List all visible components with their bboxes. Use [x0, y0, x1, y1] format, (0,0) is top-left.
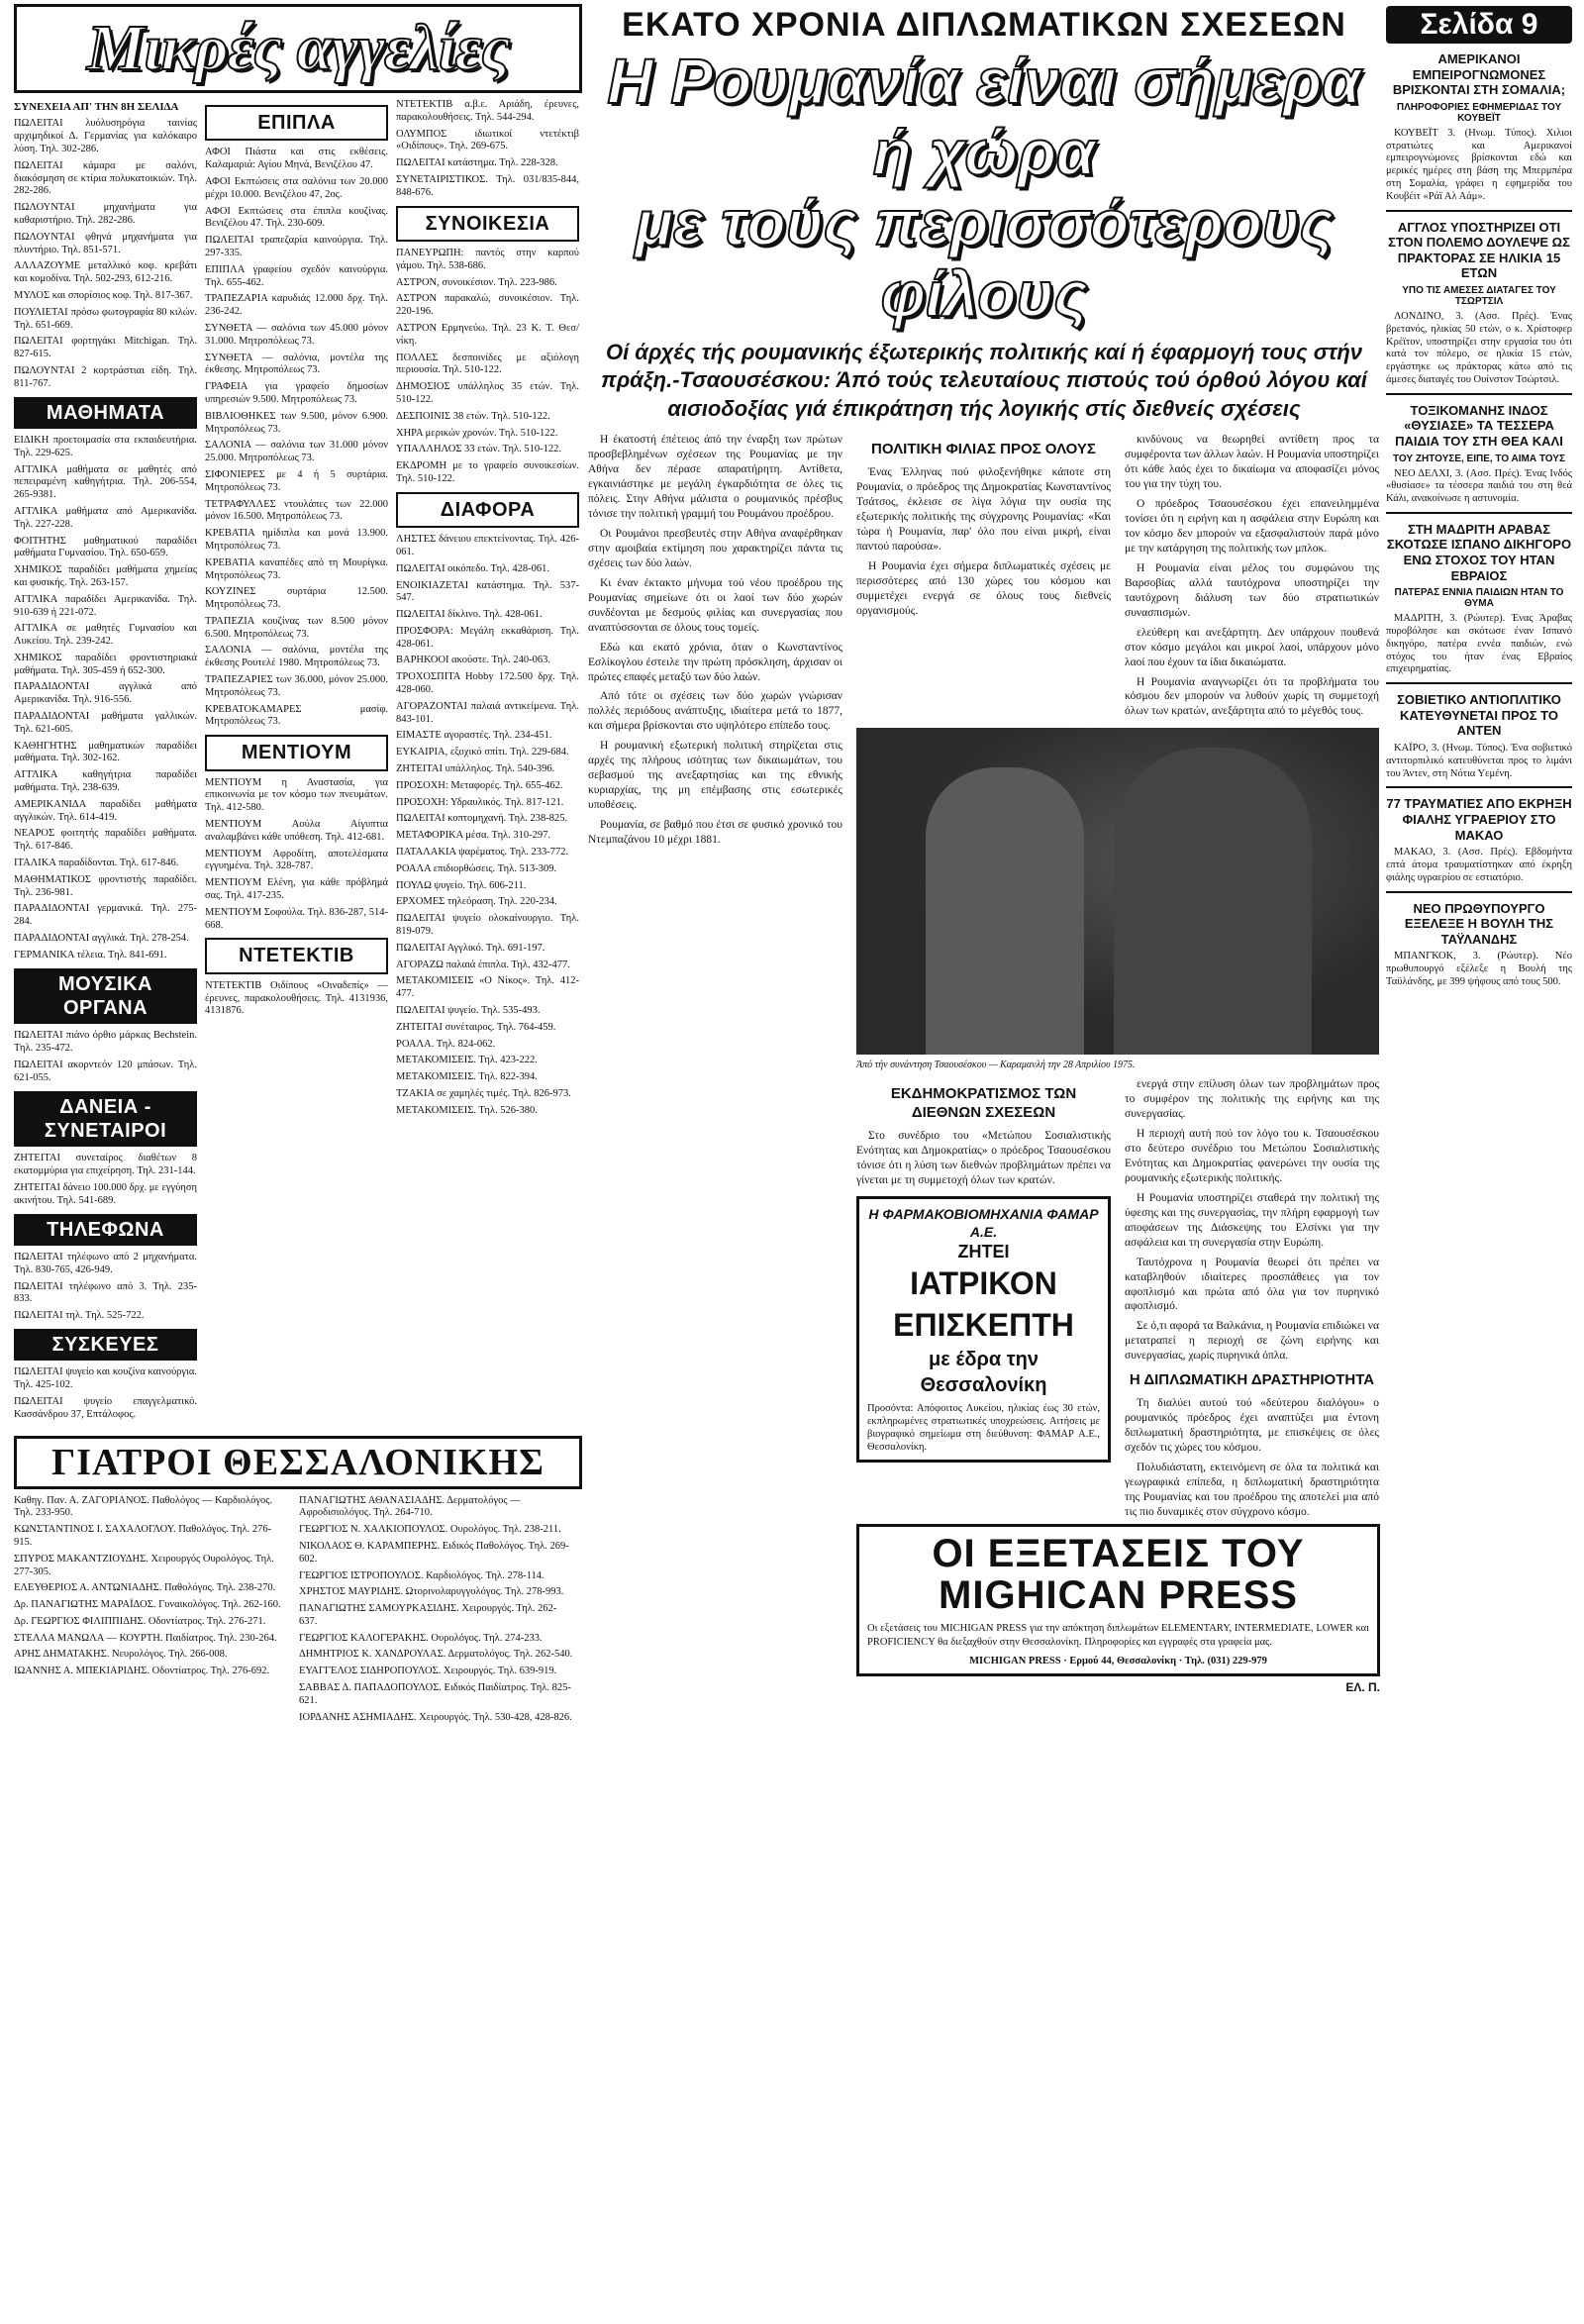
classified-ad: ΜΕΝΤΙΟΥΜ Αούλα Αίγυπτια αναλαμβάνει κάθε υπόθεση. Τηλ. 412-681.: [205, 819, 388, 843]
classified-ad: ΚΟΥΖΙΝΕΣ συρτάρια 12.500. Μητροπόλεως 73.: [205, 586, 388, 611]
article-upper-row: [856, 433, 1380, 724]
classified-ad: ΙΤΑΛΙΚΑ παραδίδονται. Τηλ. 617-846.: [14, 858, 179, 869]
classified-list: [205, 777, 388, 933]
classified-ad: ΕΡΧΟΜΕΣ τηλεόραση. Τηλ. 220-234.: [396, 896, 557, 908]
article-lower-row: [856, 1077, 1380, 1524]
classified-ad: ΥΠΑΛΛΗΛΟΣ 33 ετών. Τηλ. 510-122.: [396, 444, 562, 455]
category-lessons: ΜΑΘΗΜΑΤΑ: [14, 397, 197, 429]
category-mediums: ΜΕΝΤΙΟΥΜ: [205, 735, 388, 770]
classified-ad: ΜΕΤΑΚΟΜΙΣΕΙΣ. Τηλ. 423-222.: [396, 1055, 538, 1066]
brief-paragraph: ΜΠΑΝΓΚΟΚ, 3. (Ρώυτερ). Νέο πρωθυπουργό εξέλεξε η Βουλή της Ταϋλάνδης, με 399 ψήφους από τους 500.: [1386, 951, 1572, 987]
classified-ad: ΤΡΑΠΕΖΑΡΙΑ καρυδιάς 12.000 δρχ. Τηλ. 236-242.: [205, 293, 388, 318]
classified-ad: ΑΛΛΑΖΟΥΜΕ μεταλλικό κοφ. κρεβάτι και κομοδίνα. Τηλ. 502-293, 612-216.: [14, 260, 197, 285]
article-headline: [588, 47, 1380, 331]
classified-ad: ΓΕΩΡΓΙΟΣ Ν. ΧΑΛΚΙΟΠΟΥΛΟΣ. Ουρολόγος. Τηλ. 238-211.: [299, 1524, 561, 1536]
classified-ad: ΜΕΤΑΦΟΡΙΚΑ μέσα. Τηλ. 310-297.: [396, 830, 551, 842]
classified-ad: ΚΡΕΒΑΤΟΚΑΜΑΡΕΣ μασίφ. Μητροπόλεως 73.: [205, 703, 388, 728]
classified-ad: ΖΗΤΕΙΤΑΙ συνεταίρος διαθέτων 8 εκατομμύρια για επιχείρηση. Τηλ. 231-144.: [14, 1153, 197, 1177]
classified-ad: ΚΩΝΣΤΑΝΤΙΝΟΣ Ι. ΣΑΧΑΛΟΓΛΟΥ. Παθολόγος. Τηλ. 276-915.: [14, 1524, 272, 1548]
article-paragraph: ενεργά στην επίλυση όλων των προβλημάτων προς το συμφέρον της πολιτικής της ειρήνης και της συνεργασίας.: [1125, 1078, 1379, 1121]
classified-list: [14, 118, 197, 390]
classified-ad: ΠΑΡΑΔΙΔΟΝΤΑΙ μαθήματα γαλλικών. Τηλ. 621-605.: [14, 711, 197, 735]
classified-ad: ΠΩΛΕΙΤΑΙ ψυγείο ολοκαίνουργιο. Τηλ. 819-079.: [396, 913, 579, 938]
classified-ad: ΑΓΟΡΑΖΩ παλαιά έπιπλα. Τηλ. 432-477.: [396, 959, 570, 970]
classified-ad: ΣΠΥΡΟΣ ΜΑΚΑΝΤΖΙΟΥΔΗΣ. Χειρουργός Ουρολόγος. Τηλ. 277-305.: [14, 1553, 274, 1577]
article-paragraph: Η Ρουμανία αναγνωρίζει ότι τα προβλήματα του κόσμου δεν μπορούν να λυθούν χωρίς τη συμμετοχή όλων των κρατών, ανεξάρτητα από το μέγεθός τους.: [1125, 675, 1379, 718]
classified-ad: ΠΩΛΕΙΤΑΙ δίκλινο. Τηλ. 428-061.: [396, 609, 543, 621]
classified-ad: ΑΓΓΛΙΚΑ σε μαθητές Γυμνασίου και Λυκείου. Τηλ. 239-242.: [14, 623, 197, 648]
headline-line-2: με τούς περισσότερους φίλους: [635, 187, 1334, 331]
classified-ad: ΕΚΔΡΟΜΗ με το γραφείο συνοικεσίων. Τηλ. 510-122.: [396, 460, 579, 484]
classified-ad: ΣΑΛΟΝΙΑ — σαλόνια, μοντέλα της έκθεσης Ρουτελέ 1980. Μητροπόλεως 73.: [205, 645, 388, 669]
news-briefs: [1386, 51, 1572, 989]
classified-ad: ΓΕΡΜΑΝΙΚΑ τέλεια. Τηλ. 841-691.: [14, 949, 167, 960]
article-column-4: [1125, 1077, 1379, 1524]
classified-ad: ΙΟΡΔΑΝΗΣ ΑΣΗΜΙΑΔΗΣ. Χειρουργός. Τηλ. 530-428, 428-826.: [299, 1711, 572, 1723]
article-paragraph: Η περιοχή αυτή πού τον λόγο του κ. Τσαουσέσκου στο δεύτερο συνέδριο του Μετώπου Σοσιαλιστικής Ενότητας και Δημοκρατίας φανερώνει την ουσία της ρουμανικής εξωτερικής πολιτικής.: [1125, 1128, 1379, 1184]
classified-ad: ΠΑΤΑΛΑΚΙΑ ψαρέματος. Τηλ. 233-772.: [396, 847, 569, 859]
category-various: ΔΙΑΦΟΡΑ: [396, 492, 579, 528]
classified-ad: ΣΑΛΟΝΙΑ — σαλόνια των 31.000 μόνον 25.000. Μητροπόλεως 73.: [205, 440, 388, 464]
divider: [1386, 682, 1572, 684]
classified-ad: ΠΩΛΕΙΤΑΙ κατάστημα. Τηλ. 228-328.: [396, 157, 558, 169]
classified-ad: ΜΕΝΤΙΟΥΜ Ελένη, για κάθε πρόβλημά σας. Τηλ. 417-235.: [205, 877, 388, 902]
article-paragraph: Στο συνέδριο του «Μετώπου Σοσιαλιστικής Ενότητας και Δημοκρατίας» ο πρόεδρος Τσαουσέσκου τόνισε ότι η λύση των διεθνών προβλημάτων πρέπει να γίνεται με τη συμμετοχή όλων των κρατών.: [856, 1129, 1111, 1186]
classified-ad: ΟΛΥΜΠΟΣ ιδιωτικοί ντετέκτιβ «Οιδίπους». Τηλ. 269-675.: [396, 128, 579, 152]
brief-headline: ΣΟΒΙΕΤΙΚΟ ΑΝΤΙΟΠΛΙΤΙΚΟ ΚΑΤΕΥΘΥΝΕΤΑΙ ΠΡΟΣ ΤΟ ΑΝΤΕΝ: [1397, 692, 1561, 739]
photo-figure-right: [1114, 748, 1312, 1055]
classified-ad: ΔΗΜΗΤΡΙΟΣ Κ. ΧΑΝΔΡΟΥΛΑΣ. Δερματολόγος. Τηλ. 262-540.: [299, 1649, 573, 1661]
article-paragraphs: [1125, 433, 1379, 719]
classified-ad: ΡΟΑΛΑ επιδιορθώσεις. Τηλ. 513-309.: [396, 862, 557, 874]
news-brief: [1386, 51, 1572, 204]
article-paragraph: ελεύθερη και ανεξάρτητη. Δεν υπάρχουν πουθενά στον κόσμο μεγάλοι και μικροί λαοί, υπάρχουν μόνο λαοί που έχουν τα ίδια δικαιώματα.: [1125, 626, 1379, 668]
article-paragraph: Εδώ και εκατό χρόνια, όταν ο Κωνσταντίνος Εσλίκογλου έστειλε την πρώτη πρόσκληση, άρχισαν οι πρώτες επαφές μεταξύ των δύο λαών.: [588, 641, 842, 683]
classified-list: [396, 248, 579, 486]
photo-figure-left: [926, 767, 1084, 1055]
brief-paragraph: ΜΑΚΑΟ, 3. (Ασσ. Πρές). Εβδομήντα επτά άτομα τραυματίστηκαν από έκρηξη φιάλης υγραερίου σε εστιατόριο.: [1386, 847, 1572, 883]
doctors-list-left: [14, 1495, 289, 1729]
classified-ad: ΣΥΝΘΕΤΑ — σαλόνια των 45.000 μόνον 31.000. Μητροπόλεως 73.: [205, 322, 388, 347]
ad-signature: ΕΛ. Π.: [1345, 1680, 1380, 1695]
divider: [1386, 786, 1572, 788]
classifieds-column-2: [205, 99, 388, 1426]
article-paragraph: Η Ρουμανία έχει σήμερα διπλωματικές σχέσεις με περισσότερες από 130 χώρες του κόσμου και συμμετέχει ενεργά σε όλους τους διεθνείς οργανισμούς.: [856, 559, 1111, 617]
classified-ad: ΤΡΑΠΕΖΙΑ κουζίνας των 8.500 μόνον 6.500. Μητροπόλεως 73.: [205, 615, 388, 640]
article-column-3: [856, 1077, 1111, 1524]
classified-ad: ΓΕΩΡΓΙΟΣ ΚΑΛΟΓΕΡΑΚΗΣ. Ουρολόγος. Τηλ. 274-233.: [299, 1632, 543, 1644]
classifieds-title: Μικρές αγγελίες: [86, 12, 510, 84]
classified-ad: ΕΛΕΥΘΕΡΙΟΣ Α. ΑΝΤΩΝΙΑΔΗΣ. Παθολόγος. Τηλ. 238-270.: [14, 1582, 276, 1594]
article-paragraph: Πολυδιάστατη, εκτεινόμενη σε όλα τα πολιτικά και γεωγραφικά επίπεδα, η διπλωματική δραστηριότητα της Ρουμανίας και του προέδρου της αποτελεί μια από τις πιο δυναμικές στον σύγχρονο κόσμο.: [1125, 1461, 1379, 1518]
brief-headline: ΣΤΗ ΜΑΔΡΙΤΗ ΑΡΑΒΑΣ ΣΚΟΤΩΣΕ ΙΣΠΑΝΟ ΔΙΚΗΓΟΡΟ ΕΝΩ ΣΤΟΧΟΣ ΤΟΥ ΗΤΑΝ ΕΒΡΑΙΟΣ: [1386, 521, 1572, 583]
brief-paragraph: ΝΕΟ ΔΕΛΧΙ, 3. (Ασσ. Πρές). Ένας Ινδός «θυσίασε» τα τέσσερα παιδιά του στη θεά Κάλι, ανακοίνωσε η αστυνομία.: [1386, 467, 1572, 505]
classified-ad: ΝΤΕΤΕΚΤΙΒ Οιδίπους «Οιναδεπίς» — έρευνες, παρακολουθήσεις. Τηλ. 4131936, 4131876.: [205, 979, 388, 1017]
classified-ad: ΜΕΝΤΙΟΥΜ Αφροδίτη, αποτελέσματα εγγυημένα. Τηλ. 328-787.: [205, 848, 388, 872]
article-paragraphs: [856, 465, 1111, 618]
classified-ad: ΑΦΟΙ Πιάστα και στις εκθέσεις. Καλαμαριά: Αγίου Μηνά, Βενιζέλου 47.: [205, 147, 388, 171]
classified-ad: ΠΩΛΕΙΤΑΙ κοπτομηχανή. Τηλ. 238-825.: [396, 813, 568, 825]
classified-list: [205, 980, 388, 1018]
exam-text: Οι εξετάσεις του MICHIGAN PRESS για την απόκτηση διπλωμάτων ELEMENTARY, INTERMEDIATE, LOWER και PROFICIENCY θα διεξαχθούν στην Θεσσαλονίκη. Πληροφορίες και εγγραφές στα γραφεία μας.: [867, 1623, 1369, 1648]
article-paragraphs: [856, 1129, 1111, 1188]
classified-ad: ΠΑΡΑΔΙΔΟΝΤΑΙ αγγλικά. Τηλ. 278-254.: [14, 933, 189, 945]
brief-subheadline: ΠΑΤΕΡΑΣ ΕΝΝΙΑ ΠΑΙΔΙΩΝ ΗΤΑΝ ΤΟ ΘΥΜΑ: [1394, 587, 1564, 610]
classified-ad: ΑΣΤΡΟΝ, συνοικέσιον. Τηλ. 223-986.: [396, 276, 557, 288]
classified-ad: ΠΟΛΛΕΣ δεσποινίδες με αξιόλογη περιουσία. Τηλ. 510-122.: [396, 352, 579, 376]
article-body: [588, 433, 1380, 1695]
classified-list: [14, 1252, 197, 1323]
article-paragraph: Κι έναν έκτακτο μήνυμα τού νέου προέδρου της Ρουμανίας σημείωνε ότι οι λαοί των δύο χωρών συνδέονται με δεσμούς φιλίας και συνεργασίας που αναπτύσσονται σε όλους τους τομείς.: [588, 576, 842, 634]
ad-role: ΙΑΤΡΙΚΟΝ ΕΠΙΣΚΕΠΤΗ: [893, 1265, 1074, 1343]
brief-paragraph: ΚΑΪΡΟ, 3. (Ηνωμ. Τύπος). Ένα σοβιετικό αντιτορπιλικό κατευθύνεται προς το λιμάνι του Άντεν, στη Νότια Υεμένη.: [1386, 743, 1572, 779]
news-brief: [1386, 512, 1572, 676]
classified-ad: ΕΙΜΑΣΤΕ αγοραστές. Τηλ. 234-451.: [396, 730, 552, 742]
classified-ad: ΙΩΑΝΝΗΣ Α. ΜΠΕΚΙΑΡΙΔΗΣ. Οδοντίατρος. Τηλ. 276-692.: [14, 1666, 270, 1677]
classified-ad: ΓΕΩΡΓΙΟΣ ΙΣΤΡΟΠΟΥΛΟΣ. Καρδιολόγος. Τηλ. 278-114.: [299, 1569, 544, 1581]
exam-title-line-2: MIGHICAN PRESS: [939, 1573, 1298, 1618]
main-article: [588, 0, 1380, 1696]
classified-ad: ΠΩΛΕΙΤΑΙ τραπεζαρία καινούργια. Τηλ. 297-335.: [205, 235, 388, 258]
category-music: ΜΟΥΣΙΚΑ ΟΡΓΑΝΑ: [14, 968, 197, 1025]
news-brief: [1386, 682, 1572, 780]
classified-ad: ΠΩΛΕΙΤΑΙ τηλ. Τηλ. 525-722.: [14, 1310, 145, 1322]
classified-ad: ΖΗΤΕΙΤΑΙ υπάλληλος. Τηλ. 540-396.: [396, 763, 555, 775]
classified-ad: ΧΗΜΙΚΟΣ παραδίδει μαθήματα χημείας και φυσικής. Τηλ. 263-157.: [14, 564, 197, 588]
classified-ad: ΠΡΟΣΟΧΗ: Υδραυλικός. Τηλ. 817-121.: [396, 796, 564, 808]
classified-ad: ΠΩΛΕΙΤΑΙ φορτηγάκι Mitchigan. Τηλ. 827-615.: [14, 336, 197, 360]
subhead-democratization: ΕΚΔΗΜΟΚΡΑΤΙΣΜΟΣ ΤΩΝ ΔΙΕΘΝΩΝ ΣΧΕΣΕΩΝ: [890, 1085, 1077, 1122]
article-paragraph: Σε ό,τι αφορά τα Βαλκάνια, η Ρουμανία επιδιώκει να μετατραπεί η περιοχή σε ζώνη ειρήνης και συνεργασίας, χωρίς πυρηνικά όπλα.: [1125, 1320, 1379, 1363]
classified-ad: ΠΑΡΑΔΙΔΟΝΤΑΙ αγγλικά από Αμερικανίδα. Τηλ. 916-556.: [14, 681, 197, 706]
classified-ad: ΠΟΥΛΙΕΤΑΙ πρόσω φωτογραφία 80 κιλών. Τηλ. 651-669.: [14, 306, 197, 331]
classified-ad: Δρ. ΓΕΩΡΓΙΟΣ ΦΙΛΙΠΠΙΔΗΣ. Οδοντίατρος. Τηλ. 276-271.: [14, 1615, 266, 1627]
classified-list: [396, 99, 579, 200]
article-column-1: [588, 433, 842, 1695]
ad-location: με έδρα την Θεσσαλονίκη: [920, 1348, 1047, 1396]
brief-subheadline: ΤΟΥ ΖΗΤΟΥΣΕ, ΕΙΠΕ, ΤΟ ΑΙΜΑ ΤΟΥΣ: [1393, 453, 1565, 464]
article-paragraph: Η Ρουμανία είναι μέλος του συμφώνου της Βαρσοβίας αλλά ταυτόχρονα υποστηρίζει την ταυτόχρονη διάλυση των δύο στρατιωτικών συνασπισμών.: [1125, 561, 1379, 619]
classified-ad: ΜΕΤΑΚΟΜΙΣΕΙΣ. Τηλ. 822-394.: [396, 1071, 538, 1083]
classified-ad: ΧΗΡΑ μερικών χρονών. Τηλ. 510-122.: [396, 427, 558, 439]
classified-ad: ΑΓΓΛΙΚΑ καθηγήτρια παραδίδει μαθήματα. Τηλ. 238-639.: [14, 769, 197, 794]
classified-list: [14, 1153, 197, 1207]
classified-list: [205, 147, 388, 729]
classified-ad: ΑΣΤΡΟΝ Ερμηνεύω. Τηλ. 23 Κ. Τ. Θεσ/νίκη.: [396, 322, 579, 347]
classified-ad: ΠΩΛΕΙΤΑΙ ψυγείο επαγγελματικό. Κασσάνδρου 37, Επτάλοφος.: [14, 1395, 197, 1420]
classified-ad: ΠΑΡΑΔΙΔΟΝΤΑΙ γερμανικά. Τηλ. 275-284.: [14, 903, 197, 928]
classified-ad: ΜΕΝΤΙΟΥΜ η Αναστασία, για επικοινωνία με τον κόσμο των πνευμάτων. Τηλ. 412-580.: [205, 776, 388, 814]
headline-line-1: Η Ρουμανία είναι σήμερα ή χώρα: [607, 46, 1361, 188]
news-brief: [1386, 393, 1572, 506]
classified-ad: ΑΦΟΙ Εκπτώσεις στα σαλόνια των 20.000 μέχρι 10.000. Βενιζέλου 47, 2ος.: [205, 175, 388, 200]
classified-ad: ΠΩΛΟΥΝΤΑΙ 2 κορτράστιαι είδη. Τηλ. 811-767.: [14, 364, 197, 389]
ad-text: Προσόντα: Απόφοιτος Λυκείου, ηλικίας έως 30 ετών, εκπληρωμένες στρατιωτικές υποχρεώσεις. Αιτήσεις με βιογραφικό σημείωμα στη διεύθυνση: ΦΑΜΑΡ Α.Ε., Θεσσαλονίκη.: [867, 1402, 1100, 1453]
article-photo: [856, 728, 1379, 1055]
classified-ad: ΣΑΒΒΑΣ Δ. ΠΑΠΑΔΟΠΟΥΛΟΣ. Ειδικός Παιδίατρος. Τηλ. 825-621.: [299, 1682, 571, 1706]
classifieds-column-1: [14, 99, 197, 1426]
classified-ad: ΠΩΛΕΙΤΑΙ Αγγλικό. Τηλ. 691-197.: [396, 942, 545, 954]
article-paragraph: Η Ρουμανία υποστηρίζει σταθερά την πολιτική της ύφεσης και της συνεργασίας, την πλήρη εφαρμογή των αποφάσεων της Διάσκεψης του Ελσίνκι για την ασφάλεια και τη συνεργασία στην Ευρώπη.: [1125, 1191, 1379, 1249]
classified-ad: ΑΓΓΛΙΚΑ μαθήματα από Αμερικανίδα. Τηλ. 227-228.: [14, 505, 197, 530]
classified-ad: ΠΩΛΕΙΤΑΙ λυόλυσηρόγια ταινίας αρχιμηδικοί Δ. Γερμανίας για καλόκαιρο λύση. Τηλ. 302-286.: [14, 118, 197, 154]
classified-ad: ΑΣΤΡΟΝ παρακαλώ, συνοικέσιον. Τηλ. 220-196.: [396, 293, 579, 318]
classified-ad: ΒΑΡΗΚΟΟΙ ακούστε. Τηλ. 240-063.: [396, 655, 550, 666]
category-phones: ΤΗΛΕΦΩΝΑ: [14, 1214, 197, 1246]
classified-ad: ΠΩΛΕΙΤΑΙ ψυγείο και κουζίνα καινούργια. Τηλ. 425-102.: [14, 1366, 197, 1391]
classified-ad: ΡΟΑΛΑ. Τηλ. 824-062.: [396, 1038, 496, 1050]
classified-ad: ΠΑΝΕΥΡΩΠΗ: παντός στην καρπού γάμου. Τηλ. 538-686.: [396, 247, 579, 271]
article-paragraphs: [1125, 1077, 1379, 1364]
article-paragraph: Η έκατοστή έπέτειος άπό την έναρξη των πρώτων προσβεβλημένων σχέσεων της Ρουμανίας με την Αθήνα δεν πέρασε απαρατήρητη. Αντίθετα, εγκαινιάστηκε με μεγάλη έγκαρδιότητα σε όλες τις πόλεις. Στην Αθήνα μάλιστα ο ρουμανικός πρέσβυς τόνισε την πολιτική γραμμή του Ρουμάνου προέδρου.: [588, 434, 842, 521]
classified-ad: ΚΑΘΗΓΗΤΗΣ μαθηματικών παραδίδει μαθήματα. Τηλ. 302-162.: [14, 740, 197, 764]
exam-contact: MICHIGAN PRESS · Ερμού 44, Θεσσαλονίκη · Τηλ. (031) 229-979: [969, 1655, 1267, 1667]
classified-ad: ΠΩΛΕΙΤΑΙ κάμαρα με σαλόνι, διακόσμηση σε κτίρια πολυκατοικιών. Τηλ. 282-286.: [14, 159, 197, 197]
article-paragraph: Οι Ρουμάνοι πρεσβευτές στην Αθήνα αναφέρθηκαν στην αμοιβαία εκτίμηση που χαρακτηρίζει πάντα τις σχέσεις των δύο λαών.: [588, 528, 842, 569]
classifieds-continuation: ΣΥΝΕΧΕΙΑ ΑΠ' ΤΗΝ 8Η ΣΕΛΙΔΑ: [14, 101, 179, 113]
doctors-list-right: [299, 1495, 574, 1729]
news-brief: [1386, 891, 1572, 989]
article-paragraph: Ο πρόεδρος Τσαουσέσκου έχει επανειλημμένα τονίσει ότι η ειρήνη και η ασφάλεια στην Ευρώπη και τον κόσμο δεν μπορούν να εξασφαλιστούν παρά μόνο με την κατάργηση της πολιτικής των μπλοκ.: [1125, 498, 1379, 556]
classified-list: [396, 534, 579, 1117]
classified-ad: ΑΜΕΡΙΚΑΝΙΔΑ παραδίδει μαθήματα αγγλικών. Τηλ. 614-419.: [14, 798, 197, 823]
ad-company: Η ΦΑΡΜΑΚΟΒΙΟΜΗΧΑΝΙΑ ΦΑΜΑΡ Α.Ε.: [868, 1205, 1099, 1240]
category-furniture: ΕΠΙΠΛΑ: [205, 105, 388, 141]
classified-ad: ΣΥΝΘΕΤΑ — σαλόνια, μοντέλα της έκθεσης. Μητροπόλεως 73.: [205, 352, 388, 376]
classified-ad: ΜΕΤΑΚΟΜΙΣΕΙΣ. Τηλ. 526-380.: [396, 1104, 538, 1116]
article-wide-column: [856, 433, 1380, 1695]
classified-ad: ΜΕΝΤΙΟΥΜ Σοφούλα. Τηλ. 836-287, 514-668.: [205, 906, 388, 931]
category-detectives: ΝΤΕΤΕΚΤΙΒ: [205, 938, 388, 973]
classified-ad: ΝΤΕΤΕΚΤΙΒ α.β.ε. Αριάδη, έρευνες, παρακολουθήσεις. Τηλ. 544-294.: [396, 99, 579, 123]
article-paragraph: Από τότε οι σχέσεις των δύο χωρών γνώρισαν πολλές περιόδους ανάπτυξης, ιδιαίτερα μετά το 1877, και σήμερα βρίσκονται στο υψηλότερο επίπεδο τους.: [588, 690, 842, 733]
classified-ad: ΤΡΑΠΕΖΑΡΙΕΣ των 36.000, μόνον 25.000. Μητροπόλεως 73.: [205, 674, 388, 698]
subhead-friendship: ΠΟΛΙΤΙΚΗ ΦΙΛΙΑΣ ΠΡΟΣ ΟΛΟΥΣ: [871, 441, 1096, 458]
classified-ad: ΤΖΑΚΙΑ σε χαμηλές τιμές. Τηλ. 826-973.: [396, 1088, 571, 1099]
classified-ad: ΠΑΝΑΓΙΩΤΗΣ ΣΑΜΟΥΡΚΑΣΙΔΗΣ. Χειρουργός. Τηλ. 262-637.: [299, 1603, 557, 1627]
brief-headline: 77 ΤΡΑΥΜΑΤΙΕΣ ΑΠΟ ΕΚΡΗΞΗ ΦΙΑΛΗΣ ΥΓΡΑΕΡΙΟΥ ΣΤΟ ΜΑΚΑΟ: [1386, 796, 1572, 843]
classified-ad: ΜΥΛΟΣ και σπορίσιος κοφ. Τηλ. 817-367.: [14, 289, 193, 301]
subhead-diplomacy: Η ΔΙΠΛΩΜΑΤΙΚΗ ΔΡΑΣΤΗΡΙΟΤΗΤΑ: [1129, 1371, 1375, 1389]
classifieds-column-3: [396, 99, 579, 1426]
classified-ad: ΚΡΕΒΑΤΙΑ ημίδιπλα και μονά 13.900. Μητροπόλεως 73.: [205, 528, 388, 552]
classified-ad: ΖΗΤΕΙΤΑΙ συνέταιρος. Τηλ. 764-459.: [396, 1021, 556, 1033]
classified-ad: ΠΩΛΟΥΝΤΑΙ φθηνά μηχανήματα για πλυντήριο. Τηλ. 851-571.: [14, 231, 197, 255]
classifieds-masthead: [14, 4, 582, 93]
classified-ad: ΑΡΗΣ ΔΗΜΑΤΑΚΗΣ. Νευρολόγος. Τηλ. 266-008.: [14, 1649, 228, 1661]
classified-ad: ΓΡΑΦΕΙΑ για γραφείο δημοσίων υπηρεσιών 9.500. Μητροπόλεως 73.: [205, 381, 388, 405]
divider: [1386, 891, 1572, 893]
article-paragraphs: [1125, 1396, 1379, 1520]
brief-paragraph: ΛΟΝΔΙΝΟ, 3. (Ασσ. Πρές). Ένας βρετανός, ηλικίας 50 ετών, ο κ. Χρίστοφερ Κρέϊτον, υποστηρίζει στην εργασία του ότι κατά τον πόλεμο, σε ηλικία 15 ετών, εργάστηκε ως πράκτορας κάτω από τις άμεσες διαταγές του Ουίνστον Τσώρτσιλ.: [1386, 310, 1572, 385]
classified-ad: ΠΡΟΣΟΧΗ: Μεταφορές. Τηλ. 655-462.: [396, 779, 563, 791]
classified-ad: ΤΡΟΧΟΣΠΙΤΑ Hobby 172.500 δρχ. Τηλ. 428-060.: [396, 671, 579, 696]
brief-paragraph: ΚΟΥΒΕΪΤ 3. (Ηνωμ. Τύπος). Χιλιοι στρατιώτες και Αμερικανοί εμπειρογνώμονες βρίσκονται εδώ και μερικές ημέρες στη βάση της Μπερμπέρα στη Σομαλία, γράφει η εφημερίδα του Κουβέιτ «Ράϊ Αλ Αάμ».: [1386, 127, 1572, 202]
classified-ad: ΕΝΟΙΚΙΑΖΕΤΑΙ κατάστημα. Τηλ. 537-547.: [396, 579, 579, 604]
doctors-heading: ΓΙΑΤΡΟΙ ΘΕΣΣΑΛΟΝΙΚΗΣ: [14, 1436, 582, 1489]
classified-ad: ΕΥΑΓΓΕΛΟΣ ΣΙΔΗΡΟΠΟΥΛΟΣ. Χειρουργός. Τηλ. 639-919.: [299, 1666, 557, 1677]
classified-ad: ΑΓΟΡΑΖΟΝΤΑΙ παλαιά αντικείμενα. Τηλ. 843-101.: [396, 700, 579, 725]
category-matchmaking: ΣΥΝΟΙΚΕΣΙΑ: [396, 206, 579, 242]
classified-ad: ΠΟΥΛΩ ψυγείο. Τηλ. 606-211.: [396, 879, 527, 891]
classified-list: [14, 1366, 197, 1421]
article-paragraph: Ρουμανία, σε βαθμό που έτσι σε φυσικό χρονικό του Ντεμπαζάνου 10 μέχρι 1881.: [588, 818, 842, 846]
news-briefs-column: [1386, 0, 1572, 993]
classified-ad: ΣΤΕΛΛΑ ΜΑΝΩΛΑ — ΚΟΥΡΤΗ. Παιδίατρος. Τηλ. 230-264.: [14, 1632, 277, 1644]
classified-ad: ΧΗΜΙΚΟΣ παραδίδει φροντιστηριακά μαθήματα. Τηλ. 305-459 ή 652-300.: [14, 652, 197, 676]
classified-ad: ΝΙΚΟΛΑΟΣ Θ. ΚΑΡΑΜΠΕΡΗΣ. Ειδικός Παθολόγος. Τηλ. 269-602.: [299, 1540, 569, 1565]
classified-ad: ΔΗΜΟΣΙΟΣ υπάλληλος 35 ετών. Τηλ. 510-122.: [396, 381, 579, 405]
divider: [1386, 512, 1572, 514]
classified-ad: ΣΥΝΕΤΑΙΡΙΣΤΙΚΟΣ. Τηλ. 031/835-844, 848-676.: [396, 173, 579, 198]
brief-headline: ΤΟΞΙΚΟΜΑΝΗΣ ΙΝΔΟΣ «ΘΥΣΙΑΣΕ» ΤΑ ΤΕΣΣΕΡΑ ΠΑΙΔΙΑ ΤΟΥ ΣΤΗ ΘΕΑ ΚΑΛΙ: [1395, 402, 1563, 449]
divider: [1386, 210, 1572, 212]
classified-ad: ΠΩΛΕΙΤΑΙ πιάνο όρθιο μάρκας Bechstein. Τηλ. 235-472.: [14, 1030, 197, 1055]
classified-ad: ΑΓΓΛΙΚΑ μαθήματα σε μαθητές από πεπειραμένη καθηγήτρια. Τηλ. 206-554, 265-9381.: [14, 463, 197, 501]
classified-ad: Δρ. ΠΑΝΑΓΙΩΤΗΣ ΜΑΡΑΪΔΟΣ. Γυναικολόγος. Τηλ. 262-160.: [14, 1599, 281, 1611]
classifieds-section: [14, 0, 582, 1728]
news-brief: [1386, 210, 1572, 387]
brief-headline: ΑΓΓΛΟΣ ΥΠΟΣΤΗΡΙΖΕΙ ΟΤΙ ΣΤΟΝ ΠΟΛΕΜΟ ΔΟΥΛΕΨΕ ΩΣ ΠΡΑΚΤΟΡΑΣ ΣΕ ΗΛΙΚΙΑ 15 ΕΤΩΝ: [1388, 219, 1570, 281]
brief-subheadline: ΠΛΗΡΟΦΟΡΙΕΣ ΕΦΗΜΕΡΙΔΑΣ ΤΟΥ ΚΟΥΒΕΪΤ: [1396, 101, 1562, 124]
classified-ad: ΠΩΛΕΙΤΑΙ τηλέφωνο από 2 μηχανήματα. Τηλ. 830-765, 426-949.: [14, 1251, 197, 1275]
classified-ad: ΣΙΦΟΝΙΕΡΕΣ με 4 ή 5 συρτάρια. Μητροπόλεως 73.: [205, 468, 388, 493]
brief-headline: ΑΜΕΡΙΚΑΝΟΙ ΕΜΠΕΙΡΟΓΝΩΜΟΝΕΣ ΒΡΙΣΚΟΝΤΑΙ ΣΤΗ ΣΟΜΑΛΙΑ;: [1392, 51, 1566, 98]
classified-ad: ΑΦΟΙ Εκπτώσεις στα έπιπλα κουζίνας. Βενιζέλου 47. Τηλ. 230-609.: [205, 205, 388, 230]
classified-ad: ΠΩΛΟΥΝΤΑΙ μηχανήματα για καθαριστήριο. Τηλ. 282-286.: [14, 202, 197, 226]
classified-ad: ΒΙΒΛΙΟΘΗΚΕΣ των 9.500, μόνον 6.900. Μητροπόλεως 73.: [205, 410, 388, 435]
classified-ad: ΠΩΛΕΙΤΑΙ τηλέφωνο από 3. Τηλ. 235-833.: [14, 1280, 197, 1305]
article-paragraph: Τη διαλύει αυτού τού «δεύτερου διαλόγου» ο ρουμανικός πρόεδρος έχει αναπτύξει μια έντονη διπλωματική δραστηριότητα, με επισκέψεις σε όλες σχεδόν τις χώρες του κόσμου.: [1125, 1396, 1379, 1454]
classified-ad: ΜΕΤΑΚΟΜΙΣΕΙΣ «Ο Νίκος». Τηλ. 412-477.: [396, 975, 579, 1000]
article-paragraph: Η ρουμανική εξωτερική πολιτική στηρίζεται στις αρχές της πλήρους ισότητας των δικαιωμάτων, του σεβασμού της ανεξαρτησίας και της εθνικής κυριαρχίας, της μη επέμβασης στις εσωτερικές υποθέσεις.: [588, 740, 842, 812]
exam-title-line-1: ΟΙ ΕΞΕΤΑΣΕΙΣ ΤΟΥ: [932, 1532, 1305, 1576]
article-column-2: [856, 433, 1111, 724]
doctors-directory: [14, 1495, 582, 1729]
classified-ad: ΠΩΛΕΙΤΑΙ ψυγείο. Τηλ. 535-493.: [396, 1005, 541, 1017]
photo-caption: Άπό τήν συνάντηση Τσαουσέσκου — Καραμανλή την 28 Απριλίου 1975.: [856, 1060, 1136, 1071]
brief-headline: ΝΕΟ ΠΡΩΘΥΠΟΥΡΓΟ ΕΞΕΛΕΞΕ Η ΒΟΥΛΗ ΤΗΣ ΤΑΫΛΑΝΔΗΣ: [1404, 900, 1554, 947]
classified-ad: ΛΗΣΤΕΣ δάνειου επεκτείνοντας. Τηλ. 426-061.: [396, 534, 579, 557]
article-paragraph: Ταυτόχρονα η Ρουμανία θεωρεί ότι πρέπει να καταβληθούν ιδιαίτερες προσπάθειες για τον αφοπλισμό και πρώτα από όλα για τον πυρηνικό αφοπλισμό.: [1125, 1256, 1379, 1313]
classified-ad: ΔΕΣΠΟΙΝΙΣ 38 ετών. Τηλ. 510-122.: [396, 410, 550, 422]
classified-ad: Καθηγ. Παν. Α. ΖΑΓΟΡΙΑΝΟΣ. Παθολόγος — Καρδιολόγος. Τηλ. 233-950.: [14, 1494, 273, 1519]
ad-wants: ΖΗΤΕΙ: [957, 1241, 1010, 1262]
news-brief: [1386, 786, 1572, 884]
classified-ad: ΕΥΚΑΙΡΙΑ, εξοχικό σπίτι. Τηλ. 229-684.: [396, 747, 569, 758]
classified-ad: ΠΑΝΑΓΙΩΤΗΣ ΑΘΑΝΑΣΙΑΔΗΣ. Δερματολόγος — Αφροδισιολόγος. Τηλ. 264-710.: [299, 1494, 521, 1519]
article-paragraphs: [588, 433, 842, 847]
classified-ad: ΠΡΟΣΦΟΡΑ: Μεγάλη εκκαθάριση. Τηλ. 428-061.: [396, 625, 579, 650]
classified-ad: ΑΓΓΛΙΚΑ παραδίδει Αμερικανίδα. Τηλ. 910-639 ή 221-072.: [14, 593, 197, 618]
exam-ad: [856, 1524, 1380, 1676]
classified-ad: ΜΑΘΗΜΑΤΙΚΟΣ φροντιστής παραδίδει. Τηλ. 236-981.: [14, 873, 197, 898]
article-deck: Οί άρχές τής ρουμανικής έξωτερικής πολιτικής καί ή έφαρμογή τους στήν πράξη.-Τσαουσέσκου: Άπό τούς τελευταίους πιστούς τού όρθού λόγου καί αισιοδοξίας γιά έπικράτηση τής λογικής στίς διεθνείς σχέσεις: [601, 339, 1367, 421]
classified-list: [14, 435, 197, 962]
classified-ad: ΤΕΤΡΑΦΥΛΛΕΣ ντουλάπες των 22.000 μόνον 16.500. Μητροπόλεως 73.: [205, 498, 388, 523]
pharma-job-ad: [856, 1196, 1111, 1463]
page-number-label: Σελίδα 9: [1386, 6, 1572, 44]
classified-ad: ΦΟΙΤΗΤΗΣ μαθηματικού παραδίδει μαθήματα Γυμνασίου. Τηλ. 650-659.: [14, 535, 197, 559]
article-paragraph: κινδύνους να θεωρηθεί αντίθετη προς τα συμφέροντα των άλλων λαών. Η Ρουμανία υποστηρίζει ότι κάθε λαός έχει το δικαίωμα να αποφασίζει μόνος του για την τύχη του.: [1125, 434, 1379, 491]
classified-ad: ΠΩΛΕΙΤΑΙ ακορντεόν 120 μπάσων. Τηλ. 621-055.: [14, 1060, 197, 1083]
article-paragraph: Ένας Έλληνας πού φιλοξενήθηκε κάποτε στη Ρουμανία, ο πρόεδρος της Δημοκρατίας Κωνσταντίνος Τσάτσος, έκλεισε σε λίγα λόγια την ουσία της εξωτερικής πολιτικής της σύγχρονης Ρουμανίας: «Και τώρα ή Ρουμανία, παρ' όλο που είναι μικρή, είναι παντού παρούσα».: [856, 466, 1111, 553]
brief-subheadline: ΥΠΟ ΤΙΣ ΑΜΕΣΕΣ ΔΙΑΤΑΓΕΣ ΤΟΥ ΤΣΩΡΤΣΙΛ: [1402, 284, 1556, 307]
classifieds-grid: [14, 99, 582, 1426]
classified-ad: ΖΗΤΕΙΤΑΙ δάνειο 100.000 δρχ. με εγγύηση ακινήτου. Τηλ. 541-689.: [14, 1181, 197, 1206]
classified-ad: ΝΕΑΡΟΣ φοιτητής παραδίδει μαθήματα. Τηλ. 617-846.: [14, 828, 197, 853]
brief-paragraph: ΜΑΔΡΙΤΗ, 3. (Ρώυτερ). Ένας Άραβας πυροβόλησε και σκότωσε έναν Ισπανό δικηγόρο, πατέρα εννέα παιδιών, ενώ στόχος του ήταν ένας Εβραίος επιχειρηματίας.: [1386, 613, 1572, 675]
divider: [1386, 393, 1572, 395]
article-kicker: ΕΚΑΤΟ ΧΡΟΝΙΑ ΔΙΠΛΩΜΑΤΙΚΩΝ ΣΧΕΣΕΩΝ: [622, 6, 1346, 44]
category-loans: ΔΑΝΕΙΑ - ΣΥΝΕΤΑΙΡΟΙ: [14, 1091, 197, 1148]
classified-ad: ΕΠΙΠΛΑ γραφείου σχεδόν καινούργια. Τηλ. 655-462.: [205, 263, 388, 288]
classified-ad: ΠΩΛΕΙΤΑΙ οικόπεδο. Τηλ. 428-061.: [396, 562, 550, 574]
classified-ad: ΚΡΕΒΑΤΙΑ καναπέδες από τη Μουρίγκα. Μητροπόλεως 73.: [205, 556, 388, 581]
article-column-3-top: [1125, 433, 1379, 724]
exam-title: [867, 1533, 1369, 1616]
category-devices: ΣΥΣΚΕΥΕΣ: [14, 1329, 197, 1361]
classified-ad: ΕΙΔΙΚΗ προετοιμασία στα εκπαιδευτήρια. Τηλ. 229-625.: [14, 434, 197, 458]
classified-list: [14, 1030, 197, 1084]
classified-ad: ΧΡΗΣΤΟΣ ΜΑΥΡΙΔΗΣ. Ωτορινολαρυγγολόγος. Τηλ. 278-993.: [299, 1586, 564, 1598]
